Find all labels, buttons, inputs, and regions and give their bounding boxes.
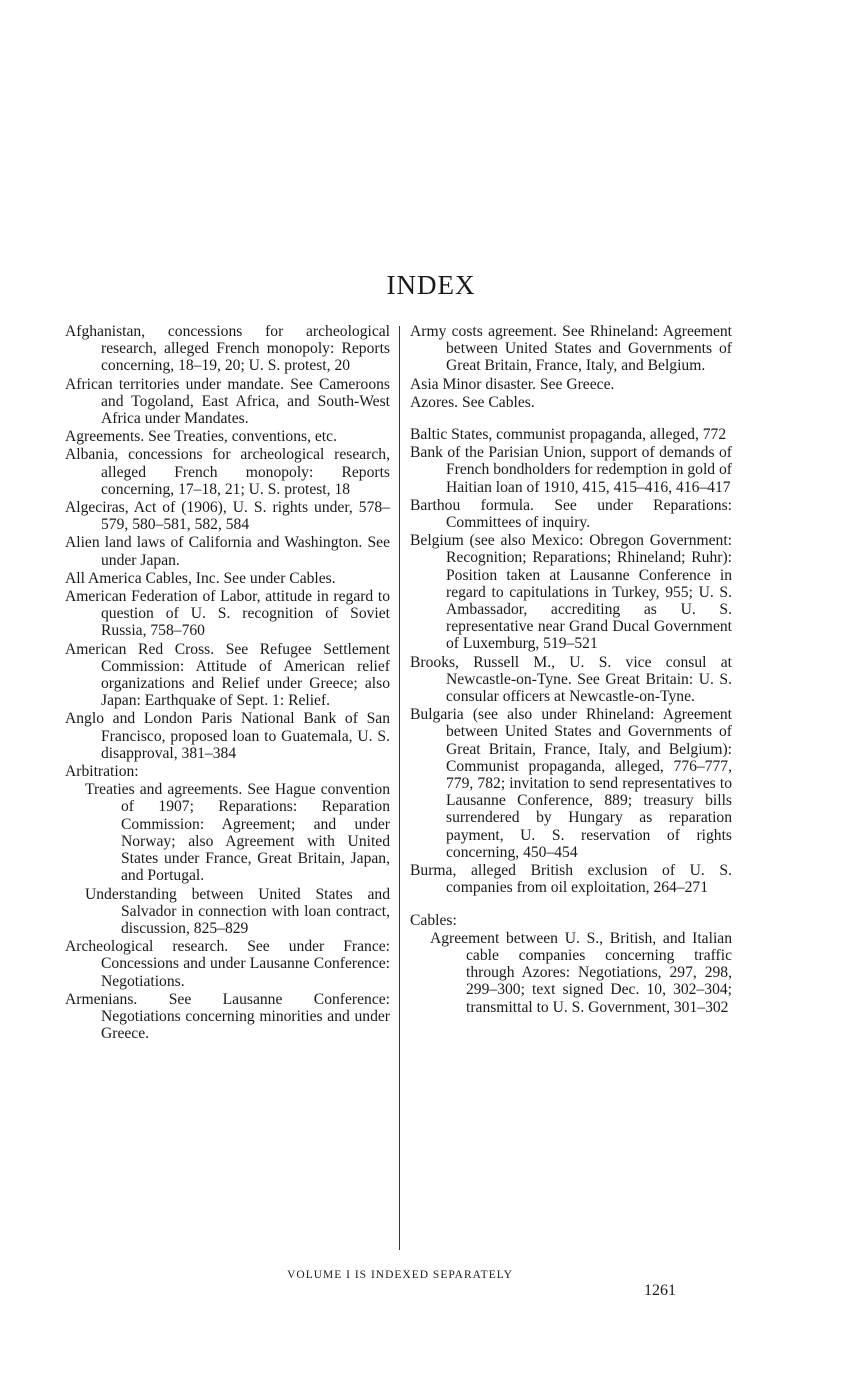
index-entry: Burma, alleged British exclusion of U. S. companies from oil exploitation, 264–271 (410, 862, 732, 897)
index-column-left (65, 323, 390, 1043)
index-subentry: Understanding between United States and Salvador in connection with loan contract, discussion, 825–829 (85, 885, 390, 937)
index-subentry: Treaties and agreements. See Hague convention of 1907; Reparations: Reparation Commission: Agreement; and under Norway; also Agreement with United States under France, Great Britain, Japan, and Portugal. (85, 781, 390, 885)
section-gap (410, 898, 732, 912)
index-entry: Armenians. See Lausanne Conference: Negotiations concerning minorities and under Greece. (65, 990, 390, 1043)
index-entry: Asia Minor disaster. See Greece. (410, 375, 615, 393)
index-entry: Army costs agreement. See Rhineland: Agreement between United States and Governments of Great Britain, France, Italy, and Belgium. (410, 323, 732, 375)
page-title: INDEX (386, 270, 476, 300)
index-entry: Arbitration: (65, 763, 139, 781)
footer-note: VOLUME I IS INDEXED SEPARATELY (287, 1269, 513, 1281)
index-entry: Albania, concessions for archeological research, alleged French monopoly: Reports concerning, 17–18, 21; U. S. protest, 18 (65, 446, 390, 498)
index-entry: Baltic States, communist propaganda, alleged, 772 (410, 426, 727, 444)
index-subentry: Agreement between U. S., British, and Italian cable companies concerning traffic through Azores: Negotiations, 297, 298, 299–300; text signed Dec. 10, 302–304; transmittal to U. S. Government, 301–302 (430, 929, 732, 1016)
column-divider (399, 326, 400, 1250)
index-entry: Brooks, Russell M., U. S. vice consul at Newcastle-on-Tyne. See Great Britain: U. S. consular officers at Newcastle-on-Tyne. (410, 653, 732, 706)
index-column-right (410, 323, 732, 1017)
index-entry: Barthou formula. See under Reparations: Committees of inquiry. (410, 496, 732, 532)
index-entry: African territories under mandate. See Cameroons and Togoland, East Africa, and South-West Africa under Mandates. (65, 375, 390, 428)
index-entry: Bank of the Parisian Union, support of demands of French bondholders for redemption in gold of Haitian loan of 1910, 415, 415–416, 416–417 (410, 444, 732, 496)
index-entry: Agreements. See Treaties, conventions, etc. (65, 428, 337, 446)
index-entry: Belgium (see also Mexico: Obregon Government: Recognition; Reparations; Rhineland; Ruhr): Position taken at Lausanne Conference in regard to capitulations in Turkey, 955; U. S. Ambassador, accrediting as U. S. representative near Grand Ducal Government of Luxemburg, 519–521 (410, 532, 732, 653)
index-entry: Algeciras, Act of (1906), U. S. rights under, 578–579, 580–581, 582, 584 (65, 499, 390, 534)
index-entry: Bulgaria (see also under Rhineland: Agreement between United States and Governments of Great Britain, France, Italy, and Belgium): Communist propaganda, alleged, 776–777, 779, 782; invitation to send representatives to Lausanne Conference, 889; treasury bills surrendered by Hungary as reparation payment, U. S. reservation of rights concerning, 450–454 (410, 706, 732, 861)
index-entry: Cables: (410, 911, 457, 929)
index-entry: Anglo and London Paris National Bank of San Francisco, proposed loan to Guatemala, U. S. disapproval, 381–384 (65, 710, 390, 762)
index-entry: Azores. See Cables. (410, 393, 535, 411)
index-entry: Archeological research. See under France: Concessions and under Lausanne Conference: Negotiations. (65, 938, 390, 990)
index-entry: Afghanistan, concessions for archeological research, alleged French monopoly: Reports concerning, 18–19, 20; U. S. protest, 20 (65, 323, 390, 375)
index-entry: Alien land laws of California and Washington. See under Japan. (65, 534, 390, 569)
page-number: 1261 (644, 1282, 676, 1299)
index-entry: All America Cables, Inc. See under Cables. (65, 569, 336, 587)
index-entry: American Red Cross. See Refugee Settlement Commission: Attitude of American relief organizations and Relief under Greece; also Japan: Earthquake of Sept. 1: Relief. (65, 640, 390, 710)
index-entry: American Federation of Labor, attitude in regard to question of U. S. recognition of Soviet Russia, 758–760 (65, 588, 390, 640)
section-gap (410, 412, 732, 426)
